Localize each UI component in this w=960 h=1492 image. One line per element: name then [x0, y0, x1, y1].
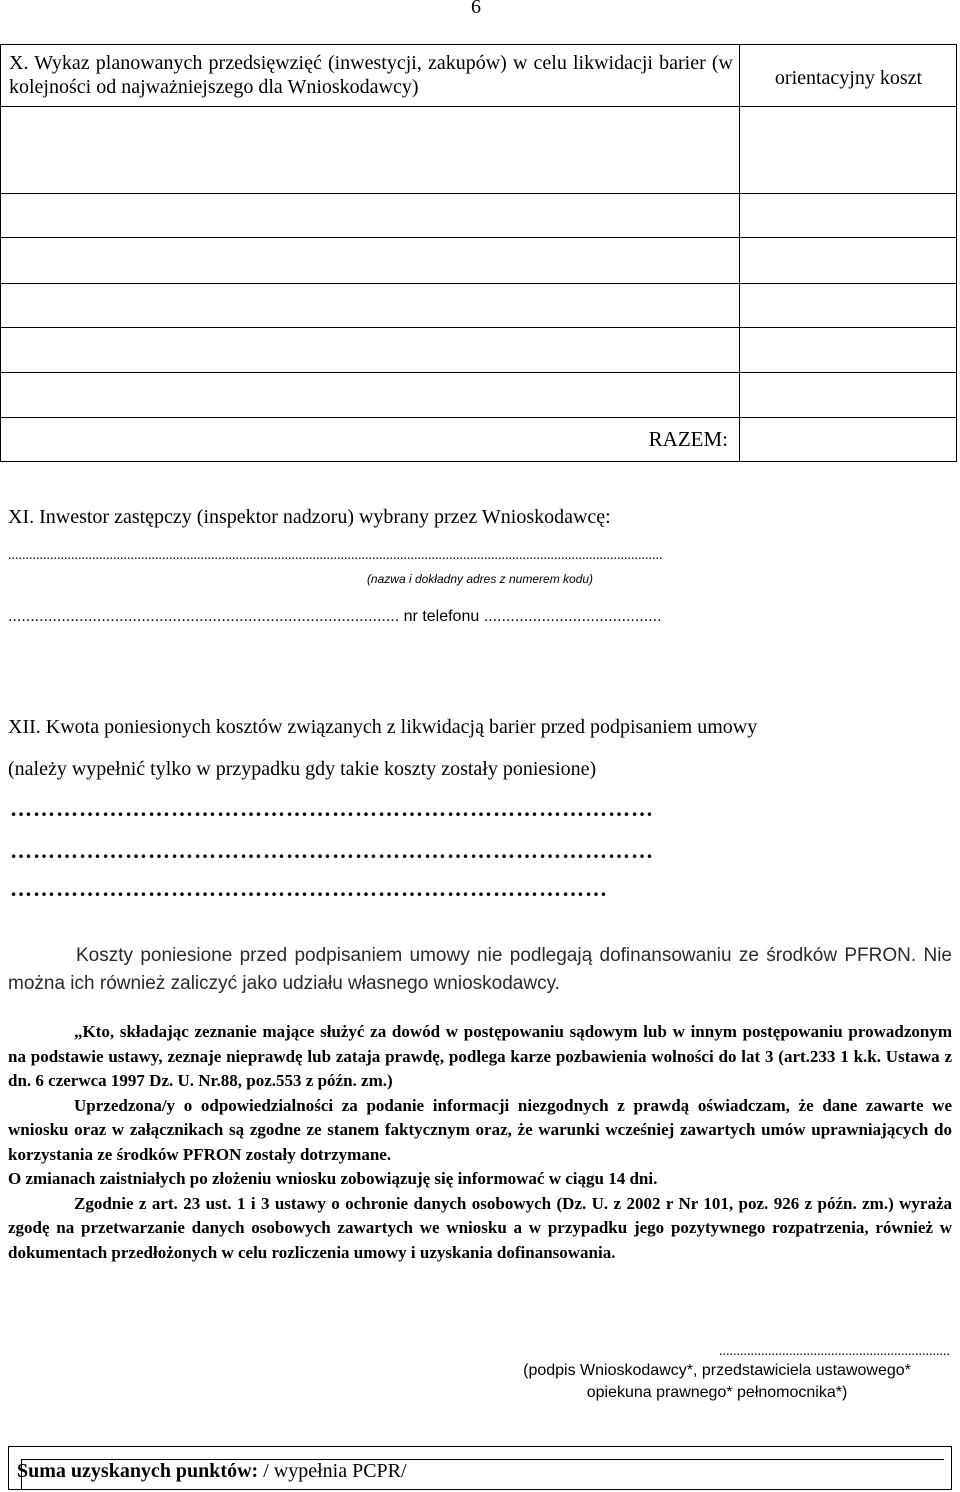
- signature-line-2: opiekuna prawnego* pełnomocnika*): [586, 1384, 848, 1401]
- table-row-divider: [1, 372, 956, 373]
- column-divider: [739, 45, 740, 461]
- section-xi-title: XI. Inwestor zastępczy (inspektor nadzoru) wybrany przez Wnioskodawcę:: [8, 506, 611, 528]
- signature-dots: ..................................................................: [719, 1344, 950, 1359]
- investor-address-dots: ...........................................................................................................................................................................................: [8, 548, 663, 563]
- costs-note: [8, 942, 952, 998]
- section-xii-subtitle: (należy wypełnić tylko w przypadku gdy takie koszty zostały poniesione): [8, 758, 597, 780]
- section-xii-title-text: Kwota poniesionych kosztów związanych z likwidacją barier przed podpisaniem umowy: [45, 716, 758, 738]
- points-sum-text: [17, 1460, 407, 1483]
- page-number: 6: [471, 0, 481, 18]
- table-row-divider: [1, 106, 956, 107]
- table-row-divider: [1, 417, 956, 418]
- section-x-title: X. Wykaz planowanych przedsięwzięć (inwestycji, zakupów) w celu likwidacji barier (w kolejności od najważniejszego dla Wnioskodawcy): [9, 52, 733, 98]
- section-xii-title: [8, 716, 952, 739]
- phone-dots: ........................................................................................: [8, 608, 400, 625]
- investor-address-caption: (nazwa i dokładny adres z numerem kodu): [366, 572, 594, 586]
- table-row-divider: [1, 283, 956, 284]
- phone-label: nr telefonu: [403, 608, 480, 625]
- signature-line-1: (podpis Wnioskodawcy*, przedstawiciela ustawowego*: [523, 1362, 911, 1379]
- declaration-block: [8, 1020, 952, 1265]
- costs-dots-line-2: …………………………………………………………………………: [10, 838, 654, 863]
- points-sum-label: Suma uzyskanych punktów:: [17, 1460, 259, 1482]
- table-row-divider: [1, 327, 956, 328]
- declaration-p4: Zgodnie z art. 23 ust. 1 i 3 ustawy o ochronie danych osobowych (Dz. U. z 2002 r Nr 101, poz. 926 z późn. zm.) wyraża zgodę na przetwarzanie danych osobowych zawartych we wniosku a w przypadku jego pozytywnego rozpatrzenia, również w dokumentach przedłożonych w celu rozliczenia umowy i uzyskania dofinansowania.: [8, 1193, 952, 1262]
- signature-block: [484, 1344, 950, 1404]
- costs-dots-line-1: …………………………………………………………………………: [10, 796, 654, 821]
- section-xii-number: XII.: [8, 716, 41, 738]
- declaration-p1: „Kto, składając zeznanie mające służyć za dowód w postępowaniu sądowym lub w innym postępowaniu prowadzonym na podstawie ustawy, zeznaje nieprawdę lub zataja prawdę, podlega karze pozbawienia wolności do lat 3 (art.233 1 k.k. Ustawa z dn. 6 czerwca 1997 Dz. U. Nr.88, poz.553 z późn. zm.): [8, 1022, 952, 1090]
- costs-note-text: Koszty poniesione przed podpisaniem umowy nie podlegają dofinansowaniu ze środków PFRON. Nie można ich również zaliczyć jako udziału własnego wnioskodawcy.: [8, 945, 952, 994]
- phone-line: [8, 608, 662, 626]
- planned-investments-table: [0, 44, 957, 462]
- total-label: RAZEM:: [648, 427, 728, 451]
- cost-column-header: orientacyjny koszt: [774, 67, 923, 89]
- phone-dots-after: ........................................: [483, 608, 662, 625]
- declaration-p2: Uprzedzona/y o odpowiedzialności za podanie informacji niezgodnych z prawdą oświadczam, że dane zawarte we wniosku oraz w załącznikach są zgodne ze stanem faktycznym oraz, że warunki wcześniej zawartych umów uprawniających do korzystania ze środków PFRON zostały dotrzymane.: [8, 1095, 952, 1164]
- points-sum-box: [8, 1446, 952, 1490]
- declaration-p3: O zmianach zaistniałych po złożeniu wniosku zobowiązuję się informować w ciągu 14 dni.: [8, 1169, 658, 1188]
- table-row-divider: [1, 193, 956, 194]
- table-row-divider: [1, 237, 956, 238]
- costs-dots-line-3: ……………………………………………………………………: [10, 876, 608, 901]
- points-sum-note: / wypełnia PCPR/: [263, 1460, 407, 1482]
